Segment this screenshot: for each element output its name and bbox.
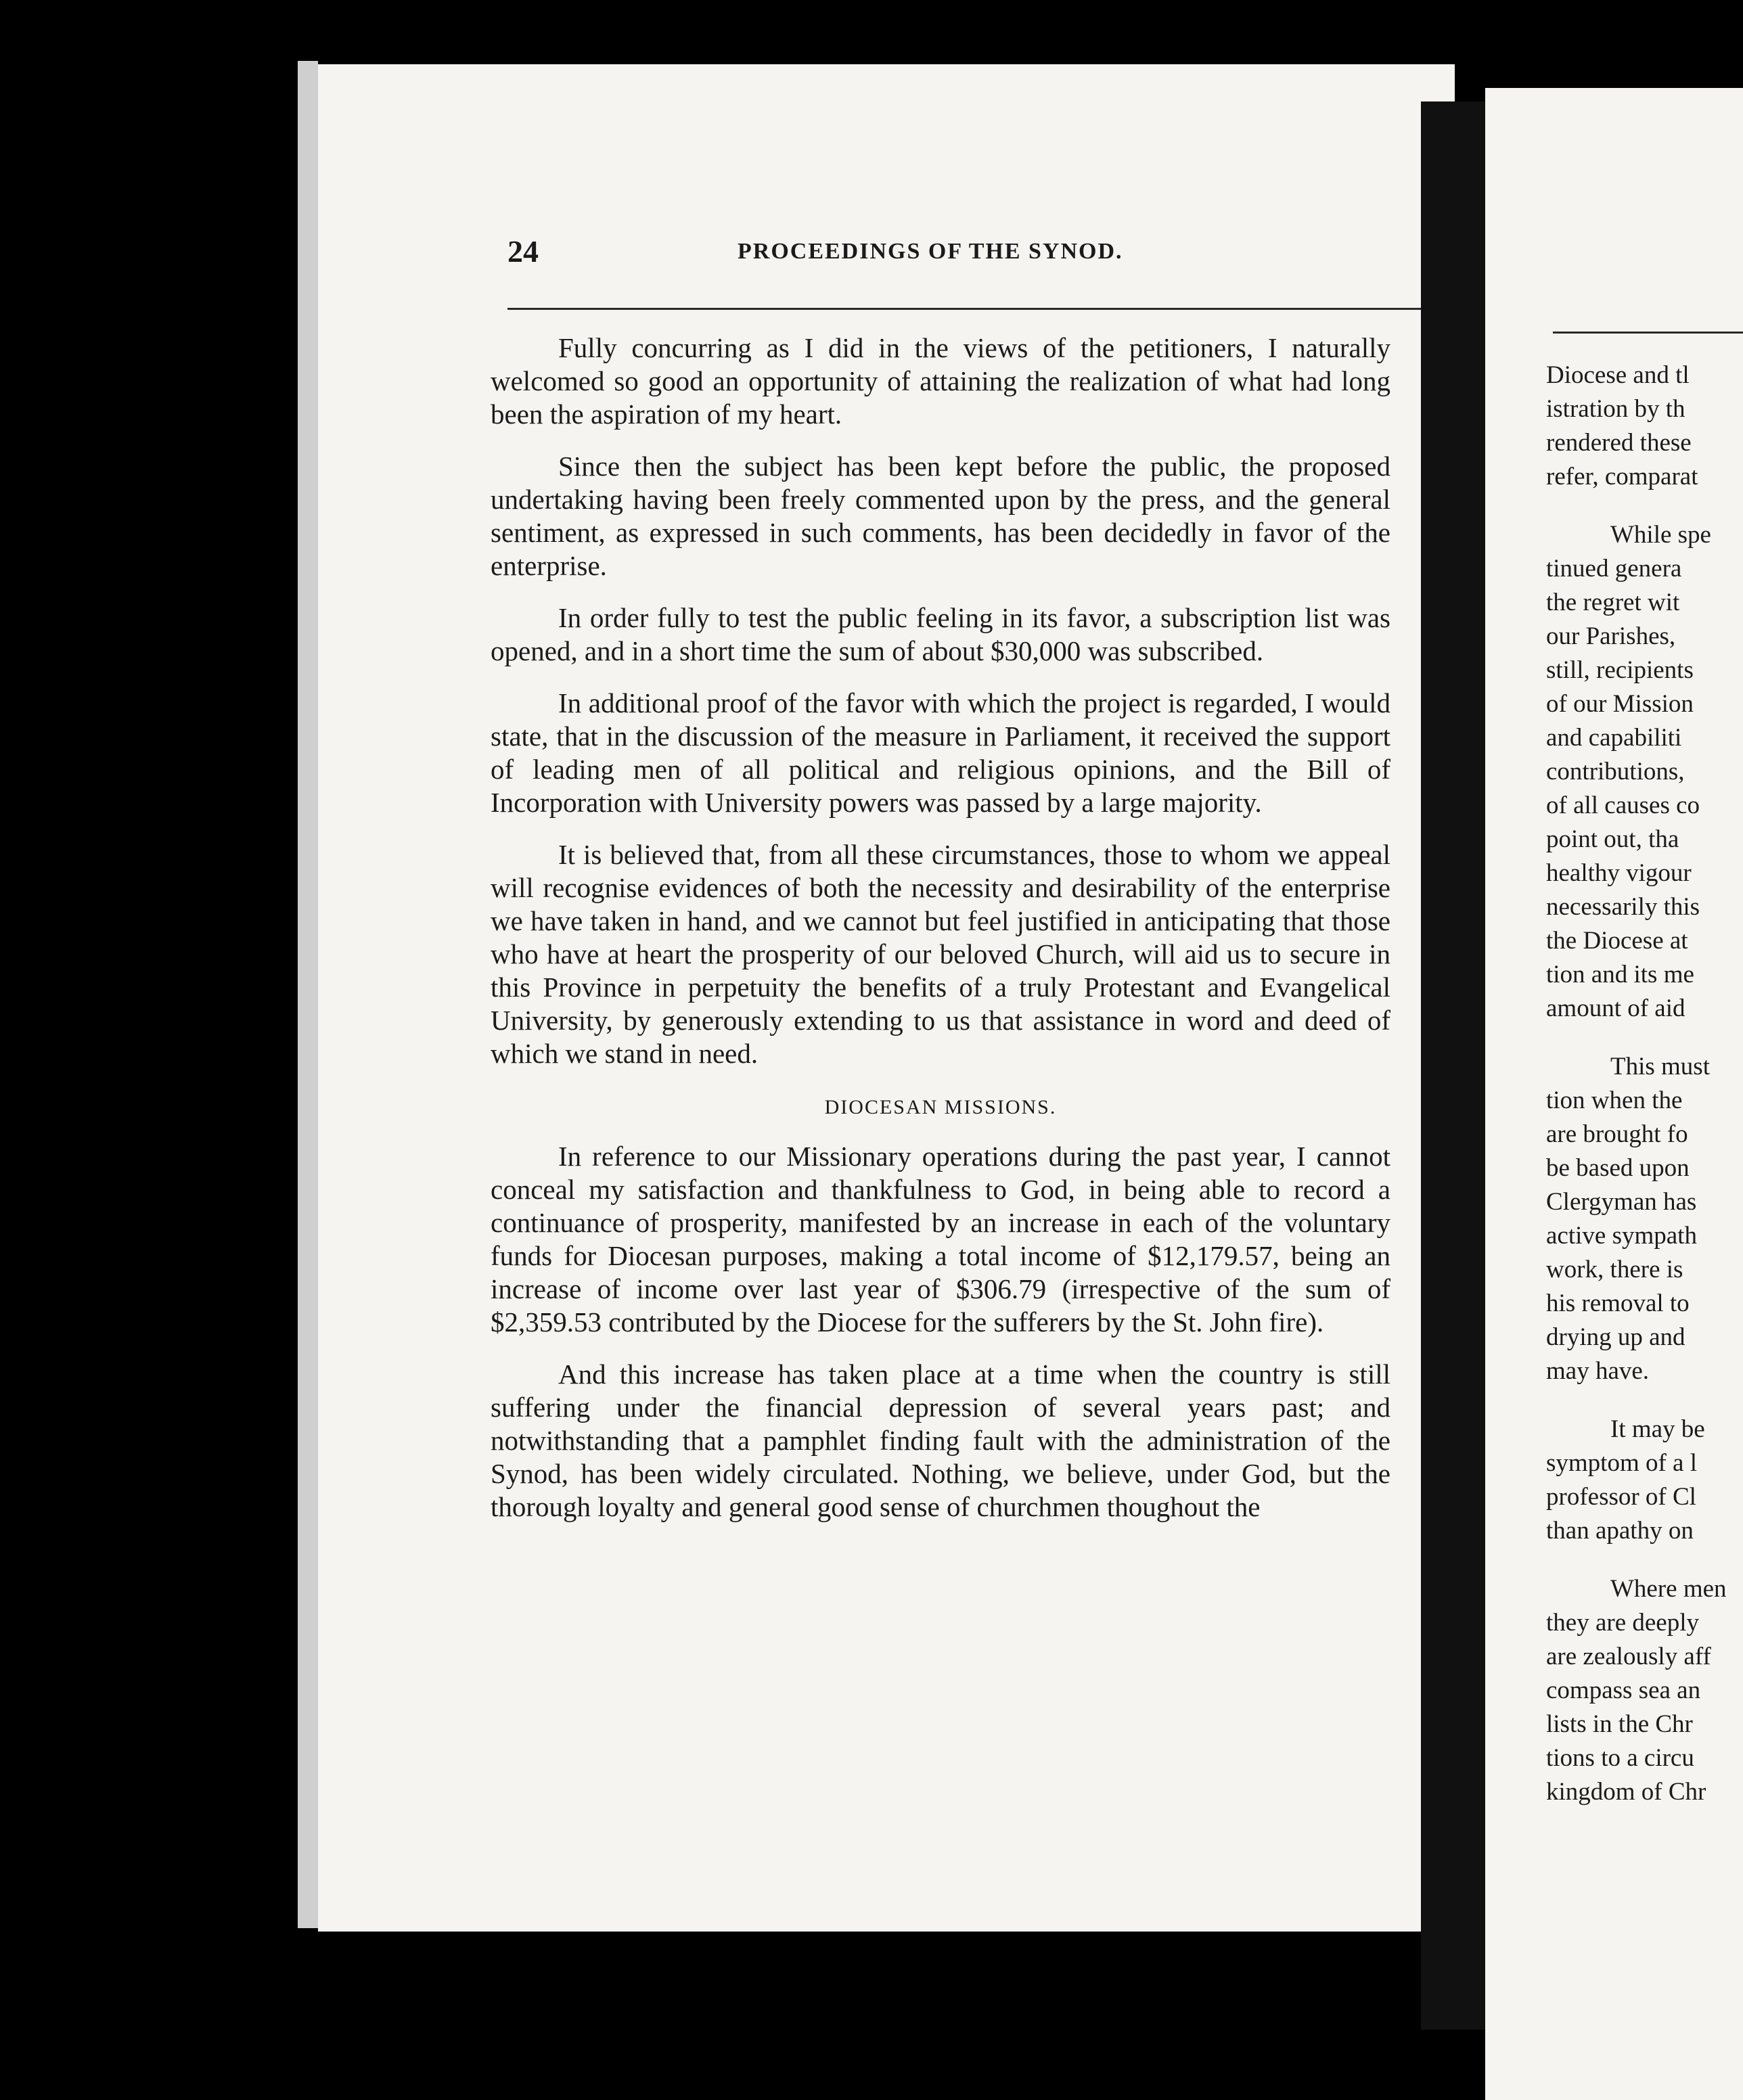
page-edge: [298, 61, 318, 1928]
right-page-line: Diocese and tl: [1546, 361, 1690, 389]
right-page-line: drying up and: [1546, 1323, 1685, 1351]
right-page-line: be based upon: [1546, 1154, 1690, 1182]
right-page-line: still, recipients: [1546, 656, 1694, 684]
left-page: [318, 64, 1455, 1932]
right-page-line: the Diocese at: [1546, 927, 1688, 955]
right-page-line: tion and its me: [1546, 961, 1694, 988]
right-page-line: istration by th: [1546, 395, 1685, 423]
right-page-line: While spe: [1610, 521, 1711, 549]
paragraph: Since then the subject has been kept before the public, the proposed undertaking having been freely commented upon by the press, and the general sentiment, as expressed in such comments, has been decidedly in favor of the enterprise.: [491, 451, 1390, 581]
running-head-title: PROCEEDINGS OF THE SYNOD.: [738, 239, 1123, 264]
right-page-line: This must: [1610, 1053, 1710, 1080]
book-gutter: [1421, 101, 1485, 2030]
right-page-line: active sympath: [1546, 1222, 1697, 1250]
paragraph: In additional proof of the favor with which the project is regarded, I would state, that in the discussion of the measure in Parliament, it received the support of leading men of all political and religious opinions, and the Bill of Incorporation with University powers was passed by a large majority.: [491, 687, 1390, 818]
running-head: [507, 233, 1455, 274]
right-page-line: our Parishes,: [1546, 622, 1676, 650]
right-page-line: may have.: [1546, 1357, 1650, 1385]
right-page-line: Where men: [1610, 1575, 1727, 1603]
right-page-line: necessarily this: [1546, 893, 1700, 921]
right-page-line: of all causes co: [1546, 792, 1700, 819]
paragraph: Fully concurring as I did in the views of the petitioners, I naturally welcomed so good an opportunity of attaining the realization of what had long been the aspiration of my heart.: [491, 332, 1390, 430]
right-page-line: compass sea an: [1546, 1676, 1701, 1704]
right-page-line: work, there is: [1546, 1256, 1683, 1283]
paragraph: In order fully to test the public feeling in its favor, a subscription list was opened, and in a short time the sum of about $30,000 was subscribed.: [491, 602, 1390, 666]
right-page-line: Clergyman has: [1546, 1188, 1697, 1216]
page-number: 24: [507, 234, 539, 269]
header-rule-right: [1553, 332, 1743, 334]
right-page-line: professor of Cl: [1546, 1483, 1696, 1511]
right-page-line: are brought fo: [1546, 1120, 1688, 1148]
right-page-line: lists in the Chr: [1546, 1710, 1693, 1738]
right-page-line: amount of aid: [1546, 995, 1685, 1022]
right-page-line: contributions,: [1546, 758, 1685, 785]
right-page-line: healthy vigour: [1546, 859, 1692, 887]
right-page-line: they are deeply: [1546, 1609, 1699, 1637]
right-page-line: refer, comparat: [1546, 463, 1698, 490]
paragraph: In reference to our Missionary operations during the past year, I cannot conceal my satisfaction and thankfulness to God, in being able to record a continuance of prosperity, manifested by an increase in each of the voluntary funds for Diocesan purposes, making a total income of $12,179.57, being an increase of income over last year of $306.79 (irrespective of the sum of $2,359.53 contributed by the Diocese for the sufferers by the St. John fire).: [491, 1141, 1390, 1338]
paragraph: And this increase has taken place at a time when the country is still suffering under the financial depression of several years past; and notwithstanding that a pamphlet finding fault with the administration of the Synod, has been widely circulated. Nothing, we believe, under God, but the thorough loyalty and general good sense of churchmen thoughout the: [491, 1359, 1390, 1522]
section-heading: DIOCESAN MISSIONS.: [824, 1096, 1057, 1118]
right-page-line: It may be: [1610, 1415, 1705, 1443]
right-page-line: of our Mission: [1546, 690, 1694, 718]
body-text: [491, 332, 1390, 1543]
right-page-line: tinued genera: [1546, 555, 1682, 583]
right-page-line: the regret wit: [1546, 589, 1680, 616]
right-page-line: his removal to: [1546, 1289, 1690, 1317]
right-page-line: kingdom of Chr: [1546, 1778, 1706, 1806]
right-page-line: and capabiliti: [1546, 724, 1682, 752]
right-page-line: tions to a circu: [1546, 1744, 1694, 1772]
header-rule: [507, 308, 1455, 310]
right-page: [1485, 88, 1743, 2100]
right-page-line: are zealously aff: [1546, 1643, 1711, 1670]
right-page-text: [1546, 359, 1743, 1809]
right-page-line: rendered these: [1546, 429, 1692, 457]
paragraph: It is believed that, from all these circumstances, those to whom we appeal will recognise evidences of both the necessity and desirability of the enterprise we have taken in hand, and we cannot but feel justified in anticipating that those who have at heart the prosperity of our beloved Church, will aid us to secure in this Province in perpetuity the benefits of a truly Protestant and Evangelical University, by generously extending to us that assistance in word and deed of which we stand in need.: [491, 839, 1390, 1069]
right-page-line: than apathy on: [1546, 1517, 1694, 1545]
right-page-line: point out, tha: [1546, 825, 1679, 853]
right-page-line: symptom of a l: [1546, 1449, 1698, 1477]
right-page-line: tion when the: [1546, 1087, 1683, 1114]
